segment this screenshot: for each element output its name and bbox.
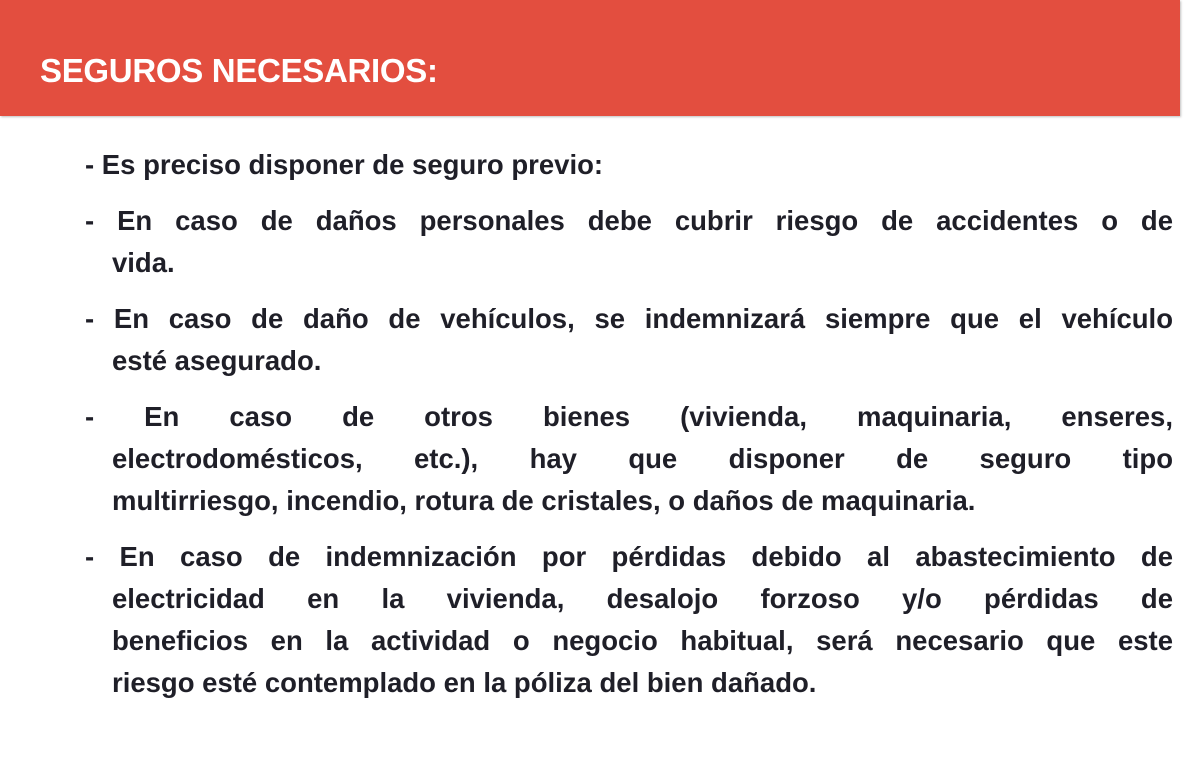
list-item-line: - En caso de daños personales debe cubrir riesgo de accidentes o de	[85, 205, 1173, 236]
list-item-line: electricidad en la vivienda, desalojo forzoso y/o pérdidas de	[112, 583, 1173, 614]
insurance-list	[85, 144, 1173, 718]
list-item-line: - En caso de otros bienes (vivienda, maquinaria, enseres,	[85, 401, 1173, 432]
page-title: SEGUROS NECESARIOS:	[40, 52, 438, 89]
title-banner	[0, 0, 1180, 116]
list-item-line: vida.	[112, 247, 175, 278]
list-item	[85, 536, 1173, 704]
list-item-line: beneficios en la actividad o negocio habitual, será necesario que este	[112, 625, 1173, 656]
list-item-line: multirriesgo, incendio, rotura de cristales, o daños de maquinaria.	[112, 485, 976, 516]
list-item-line: electrodomésticos, etc.), hay que disponer de seguro tipo	[112, 443, 1173, 474]
list-item-line: esté asegurado.	[112, 345, 322, 376]
list-item	[85, 396, 1173, 522]
list-item-line: - Es preciso disponer de seguro previo:	[85, 149, 604, 180]
list-item-line: - En caso de indemnización por pérdidas debido al abastecimiento de	[85, 541, 1173, 572]
list-item	[85, 200, 1173, 284]
list-item-line: riesgo esté contemplado en la póliza del bien dañado.	[112, 667, 817, 698]
list-item-line: - En caso de daño de vehículos, se indemnizará siempre que el vehículo	[85, 303, 1173, 334]
list-item	[85, 144, 1173, 186]
list-item	[85, 298, 1173, 382]
